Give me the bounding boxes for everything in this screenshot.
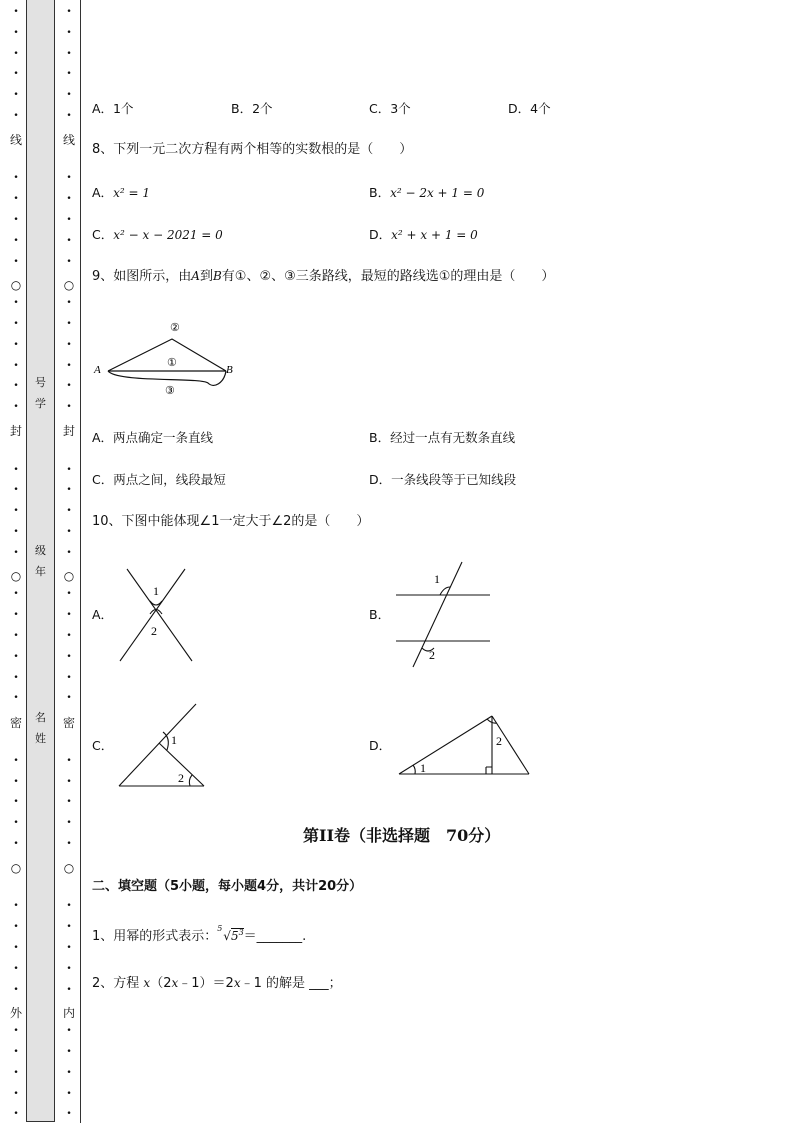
- q9-option-d: D．一条线段等于已知线段: [369, 472, 517, 487]
- inner-margin-dot: •: [66, 465, 72, 475]
- label-nianji-2: 年: [35, 565, 46, 578]
- q10-d-arc1: [413, 765, 415, 774]
- outer-margin-dot: •: [13, 548, 19, 558]
- inner-margin-dot: •: [66, 1068, 72, 1078]
- q9-fig-point-b: B: [226, 364, 233, 376]
- outer-margin-dot: •: [13, 610, 19, 620]
- outer-margin-dot: •: [13, 1026, 19, 1036]
- outer-margin-dot: •: [13, 673, 19, 683]
- q8-option-c: [92, 227, 223, 243]
- outer-margin-dot: •: [13, 964, 19, 974]
- outer-margin-dot: •: [13, 756, 19, 766]
- outer-margin-dot: •: [13, 173, 19, 183]
- inner-margin-dot: •: [66, 1109, 72, 1119]
- q7-option-c: C．3个: [369, 101, 411, 116]
- outer-margin-dot: •: [13, 589, 19, 599]
- inner-margin-dot: •: [66, 673, 72, 683]
- q9-option-b: B．经过一点有无数条直线: [369, 430, 516, 445]
- outer-margin-dot: •: [13, 797, 19, 807]
- fill-q1-pre: 1、用幂的形式表示：: [92, 929, 218, 944]
- q8-option-c-math: x² − x − 2021 = 0: [113, 228, 223, 242]
- inner-margin-circle-icon: ○: [63, 861, 75, 875]
- inner-margin-dot: •: [66, 985, 72, 995]
- outer-margin-dot: •: [13, 298, 19, 308]
- q9-route-figure: [90, 315, 250, 400]
- inner-margin-seal-char: 内: [62, 1006, 75, 1020]
- outer-margin-seal-char: 线: [9, 133, 22, 147]
- inner-margin-dot: •: [66, 340, 72, 350]
- outer-margin-dot: •: [13, 1109, 19, 1119]
- q9-stem-mid: 到: [199, 269, 213, 284]
- fill-q1-radical-sign-icon: √: [223, 929, 231, 943]
- q10-d-angle2: 2: [496, 734, 502, 748]
- inner-margin-dot: •: [66, 111, 72, 121]
- q10-c-angle2: 2: [178, 771, 184, 785]
- fill-q1-radical: [217, 925, 243, 944]
- outer-margin-dot: •: [13, 693, 19, 703]
- q7-option-d: D．4个: [508, 101, 551, 116]
- inner-margin-dot: •: [66, 839, 72, 849]
- inner-margin-dot: •: [66, 943, 72, 953]
- q10-figure-d: [395, 712, 535, 780]
- inner-margin-dot: •: [66, 631, 72, 641]
- q10-label-d: D．: [369, 738, 392, 753]
- q8-option-a-label: A．: [92, 185, 114, 200]
- inner-margin-seal-char: 线: [62, 133, 75, 147]
- outer-margin-dot: •: [13, 7, 19, 17]
- inner-margin-dot: •: [66, 28, 72, 38]
- outer-margin-dot: •: [13, 381, 19, 391]
- q9-route3-path: [108, 371, 226, 385]
- inner-margin-dot: •: [66, 756, 72, 766]
- q9-option-c: C．两点之间，线段最短: [92, 472, 226, 487]
- inner-margin-dot: •: [66, 1047, 72, 1057]
- outer-margin-circle-icon: ○: [10, 569, 22, 583]
- outer-margin-dot: •: [13, 215, 19, 225]
- q9-fig-point-a: A: [94, 364, 101, 376]
- inner-margin-dot: •: [66, 236, 72, 246]
- q8-option-b-label: B．: [369, 185, 391, 200]
- fill-q2-var-1: x: [143, 976, 151, 990]
- fill-q2-post: ﹣1 的解是 ___；: [240, 976, 342, 991]
- q8-option-b-math: x² − 2x + 1 = 0: [390, 186, 485, 200]
- outer-margin-dot: •: [13, 319, 19, 329]
- inner-margin-seal-char: 封: [62, 424, 75, 438]
- outer-margin-dot: •: [13, 943, 19, 953]
- label-nianji-1: 级: [35, 544, 46, 557]
- inner-margin-dot: •: [66, 361, 72, 371]
- outer-margin-dot: •: [13, 111, 19, 121]
- q10-a-angle2: 2: [151, 624, 157, 638]
- fill-q1-radicand: 5: [230, 929, 239, 943]
- inner-margin-dot: •: [66, 777, 72, 787]
- fill-q2-pre: 2、方程: [92, 976, 140, 991]
- fill-q1: [92, 925, 306, 945]
- outer-margin-circle-icon: ○: [10, 278, 22, 292]
- inner-margin-dot: •: [66, 257, 72, 267]
- q7-option-b: B．2个: [231, 101, 273, 116]
- q8-option-b: [369, 185, 484, 201]
- q8-option-c-label: C．: [92, 227, 114, 242]
- q10-a-line1: [127, 569, 192, 661]
- inner-margin-dot: •: [66, 548, 72, 558]
- inner-margin-dot: •: [66, 797, 72, 807]
- outer-margin-seal-char: 封: [9, 424, 22, 438]
- outer-margin-dot: •: [13, 901, 19, 911]
- inner-margin-dot: •: [66, 485, 72, 495]
- inner-margin-circle-icon: ○: [63, 569, 75, 583]
- inner-margin-circle-icon: ○: [63, 278, 75, 292]
- fill-q1-root-index: 5: [217, 924, 223, 933]
- inner-margin-dot: •: [66, 922, 72, 932]
- outer-margin-dot: •: [13, 340, 19, 350]
- q8-option-a-math: x² = 1: [113, 186, 150, 200]
- q9-var-b: B: [212, 269, 222, 283]
- outer-margin-dot: •: [13, 402, 19, 412]
- q10-c-extended-side: [119, 704, 196, 786]
- q8-option-a: [92, 185, 150, 201]
- label-xingming-2: 姓: [35, 732, 46, 745]
- fill-q2-var-2: x: [171, 976, 179, 990]
- inner-margin-dot: •: [66, 381, 72, 391]
- inner-margin-dot: •: [66, 215, 72, 225]
- student-info-band: [26, 0, 55, 1122]
- q9-stem-pre: 9、如图所示，由: [92, 269, 192, 284]
- q9-fig-route2: ②: [170, 322, 180, 334]
- inner-margin-dot: •: [66, 818, 72, 828]
- q9-stem: [92, 268, 554, 285]
- inner-margin-dot: •: [66, 693, 72, 703]
- outer-margin-circle-icon: ○: [10, 861, 22, 875]
- outer-margin-dot: •: [13, 49, 19, 59]
- q10-label-c: C．: [92, 738, 114, 753]
- inner-margin-dot: •: [66, 298, 72, 308]
- outer-margin-dot: •: [13, 652, 19, 662]
- fill-q2-var-3: x: [233, 976, 241, 990]
- label-xuehao-1: 号: [35, 376, 46, 389]
- inner-margin-dot: •: [66, 527, 72, 537]
- q10-figure-a: [115, 565, 197, 665]
- q10-b-angle2: 2: [429, 648, 435, 662]
- outer-margin-dot: •: [13, 236, 19, 246]
- inner-margin-dot: •: [66, 173, 72, 183]
- inner-margin-dot: •: [66, 610, 72, 620]
- outer-margin-dot: •: [13, 631, 19, 641]
- inner-margin-dot: •: [66, 7, 72, 17]
- q10-a-angle1: 1: [153, 584, 159, 598]
- outer-margin-seal-char: 外: [9, 1006, 22, 1020]
- q9-fig-route3: ③: [165, 385, 175, 397]
- label-xingming-1: 名: [35, 711, 46, 724]
- inner-margin-dot: •: [66, 652, 72, 662]
- inner-margin-dot: •: [66, 402, 72, 412]
- outer-margin-dot: •: [13, 777, 19, 787]
- q10-a-line2: [120, 569, 185, 661]
- outer-margin-dot: •: [13, 465, 19, 475]
- margin-edge-line: [80, 0, 81, 1123]
- outer-margin-dot: •: [13, 985, 19, 995]
- q8-option-d: [369, 227, 478, 243]
- outer-margin-dot: •: [13, 257, 19, 267]
- outer-margin-dot: •: [13, 90, 19, 100]
- inner-margin-seal-char: 密: [62, 716, 75, 730]
- outer-binding-line: [5, 0, 27, 1123]
- inner-margin-dot: •: [66, 589, 72, 599]
- q10-label-a: A．: [92, 607, 114, 622]
- inner-margin-dot: •: [66, 964, 72, 974]
- inner-margin-dot: •: [66, 194, 72, 204]
- q10-label-b: B．: [369, 607, 391, 622]
- q8-option-d-label: D．: [369, 227, 392, 242]
- q9-stem-post: 有①、②、③三条路线，最短的路线选①的理由是（ ）: [221, 269, 555, 284]
- inner-margin-dot: •: [66, 49, 72, 59]
- q10-figure-c: [115, 700, 210, 792]
- q8-stem: 8、下列一元二次方程有两个相等的实数根的是（ ）: [92, 142, 413, 157]
- outer-margin-dot: •: [13, 922, 19, 932]
- outer-margin-dot: •: [13, 1089, 19, 1099]
- q9-var-a: A: [191, 269, 200, 283]
- inner-margin-dot: •: [66, 1026, 72, 1036]
- q10-d-angle1: 1: [420, 761, 426, 775]
- fill-q2-mid-2: ﹣1）＝2: [178, 976, 234, 991]
- inner-margin-dot: •: [66, 319, 72, 329]
- outer-margin-dot: •: [13, 69, 19, 79]
- outer-margin-dot: •: [13, 839, 19, 849]
- fill-q2: [92, 975, 342, 992]
- inner-margin-dot: •: [66, 901, 72, 911]
- label-xuehao-2: 学: [35, 397, 46, 410]
- q10-c-angle1: 1: [171, 733, 177, 747]
- q10-d-right-angle-mark: [486, 767, 492, 774]
- inner-margin-dot: •: [66, 90, 72, 100]
- fill-q1-blank: ＝_______.: [243, 929, 307, 944]
- part2-title: 第II卷（非选择题 70分）: [303, 826, 501, 845]
- outer-margin-dot: •: [13, 361, 19, 371]
- q10-stem: 10、下图中能体现∠1一定大于∠2的是（ ）: [92, 514, 370, 529]
- q10-figure-b: [392, 560, 494, 670]
- q9-fig-route1: ①: [167, 357, 177, 369]
- q10-b-angle1: 1: [434, 572, 440, 586]
- outer-margin-dot: •: [13, 818, 19, 828]
- inner-binding-line: [58, 0, 80, 1123]
- q9-option-a: A．两点确定一条直线: [92, 430, 214, 445]
- q8-option-d-math: x² + x + 1 = 0: [391, 228, 478, 242]
- outer-margin-seal-char: 密: [9, 716, 22, 730]
- q10-c-arc2: [189, 775, 192, 786]
- q7-option-a: A．1个: [92, 101, 134, 116]
- outer-margin-dot: •: [13, 485, 19, 495]
- outer-margin-dot: •: [13, 28, 19, 38]
- outer-margin-dot: •: [13, 1047, 19, 1057]
- inner-margin-dot: •: [66, 506, 72, 516]
- inner-margin-dot: •: [66, 69, 72, 79]
- outer-margin-dot: •: [13, 194, 19, 204]
- fill-q1-exponent: 3: [238, 928, 244, 937]
- outer-margin-dot: •: [13, 527, 19, 537]
- fill-q1-radicand-wrap: [231, 928, 244, 943]
- fill-blank-section-heading: 二、填空题（5小题，每小题4分，共计20分）: [92, 879, 363, 894]
- inner-margin-dot: •: [66, 1089, 72, 1099]
- outer-margin-dot: •: [13, 1068, 19, 1078]
- fill-q2-mid-1: （2: [150, 976, 172, 991]
- outer-margin-dot: •: [13, 506, 19, 516]
